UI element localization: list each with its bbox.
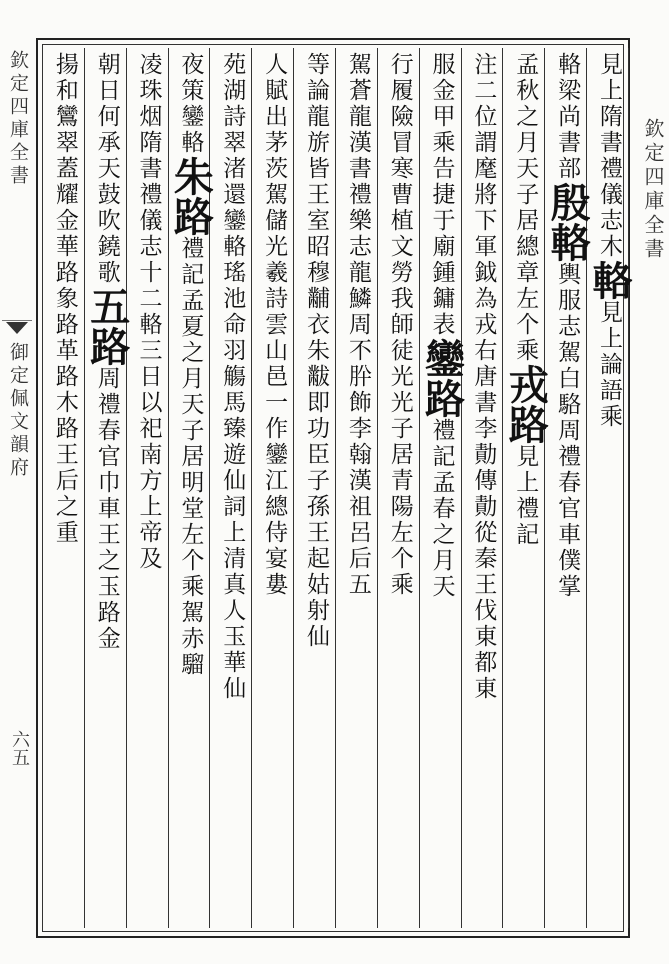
- text-segment: 行履險冒寒曹植文勞我師徒光光: [386, 52, 413, 416]
- text-segment: 輅梁尚書部: [554, 52, 581, 182]
- text-column: [379, 52, 417, 922]
- column-rule: [42, 48, 43, 928]
- text-segment: 注二位謂麾將下軍鉞為戎右唐書李勣傳勣從秦王伐東都東: [470, 52, 497, 702]
- text-segment: 等論龍旂皆王室昭穆黼衣朱黻即功臣子孫王起姑射仙: [302, 52, 329, 650]
- text-segment: 子居青陽左个乘: [386, 416, 413, 598]
- headword: 戎路: [502, 364, 550, 444]
- text-column: [544, 52, 592, 922]
- text-segment: 見上禮記: [512, 444, 539, 548]
- column-rule: [377, 48, 378, 928]
- text-column: [83, 52, 131, 922]
- column-rule: [293, 48, 294, 928]
- text-column: [295, 52, 333, 922]
- margin-series-title: 欽定四庫全書: [2, 50, 32, 321]
- text-segment: 隋書禮儀志十二輅三日以祀南方上帝及: [135, 130, 162, 572]
- text-column: [418, 52, 466, 922]
- text-segment: 駕蒼龍漢書禮樂志龍鱗周不肸飾李翰漢祖呂后五: [344, 52, 371, 598]
- text-column: [253, 52, 291, 922]
- edition-label: 欽定四庫全書: [641, 118, 665, 262]
- text-column: [128, 52, 166, 922]
- text-column: [502, 52, 550, 922]
- margin-book-title: 御定佩文韻府: [7, 342, 29, 480]
- headword: 五路: [83, 286, 131, 366]
- column-rule: [544, 48, 545, 928]
- headword: 鑾路: [418, 338, 466, 418]
- column-rule: [586, 48, 587, 928]
- text-segment: 揚和鸞翠蓋耀金華: [51, 52, 78, 260]
- column-rule: [502, 48, 503, 928]
- headword: 殷輅: [544, 182, 592, 262]
- text-column: [463, 52, 501, 922]
- text-segment: 服金甲乘: [428, 52, 455, 156]
- column-rule: [84, 48, 85, 928]
- text-segment: 輿服志駕白駱周禮春官車僕掌: [554, 262, 581, 600]
- text-segment: 人賦出茅茨駕儲光羲詩雲山邑一作鑾江總侍宴婁: [261, 52, 288, 598]
- column-rule: [126, 48, 127, 928]
- headword: 輅: [585, 260, 633, 300]
- column-rule: [251, 48, 252, 928]
- text-segment: 禮記孟春之月天: [428, 418, 455, 600]
- text-column: [211, 52, 249, 922]
- page-margin: [0, 30, 34, 950]
- text-segment: 見上隋書禮儀志木: [595, 52, 622, 260]
- column-rule: [628, 48, 629, 928]
- text-column: [44, 52, 82, 922]
- column-rule: [335, 48, 336, 928]
- text-segment: 孟秋之月天子居總章左个乘: [512, 52, 539, 364]
- column-rule: [419, 48, 420, 928]
- text-column: [337, 52, 375, 922]
- text-column: [167, 52, 215, 922]
- text-segment: 夜策鑾輅: [177, 52, 204, 156]
- text-segment: 見上論語乘: [595, 300, 622, 430]
- text-segment: 路象路革路木路王后之重: [51, 260, 78, 546]
- text-segment: 苑湖詩翠渚還鑾輅瑤池命羽觴馬臻遊仙詞上清真人玉華仙: [219, 52, 246, 702]
- fishtail-mark-icon: [6, 322, 28, 336]
- headword: 朱路: [167, 156, 215, 236]
- text-segment: 周禮春官巾車王之玉路金: [93, 366, 120, 652]
- column-rule: [461, 48, 462, 928]
- text-segment: 禮記孟夏之月天子居明堂左个乘駕赤騮: [177, 236, 204, 678]
- text-segment: 凌珠烟: [135, 52, 162, 130]
- text-column: [585, 52, 633, 922]
- text-segment: 朝日何承天鼓吹鐃歌: [93, 52, 120, 286]
- page-number: 六五: [9, 730, 30, 766]
- text-segment: 告捷于廟鍾鏞表: [428, 156, 455, 338]
